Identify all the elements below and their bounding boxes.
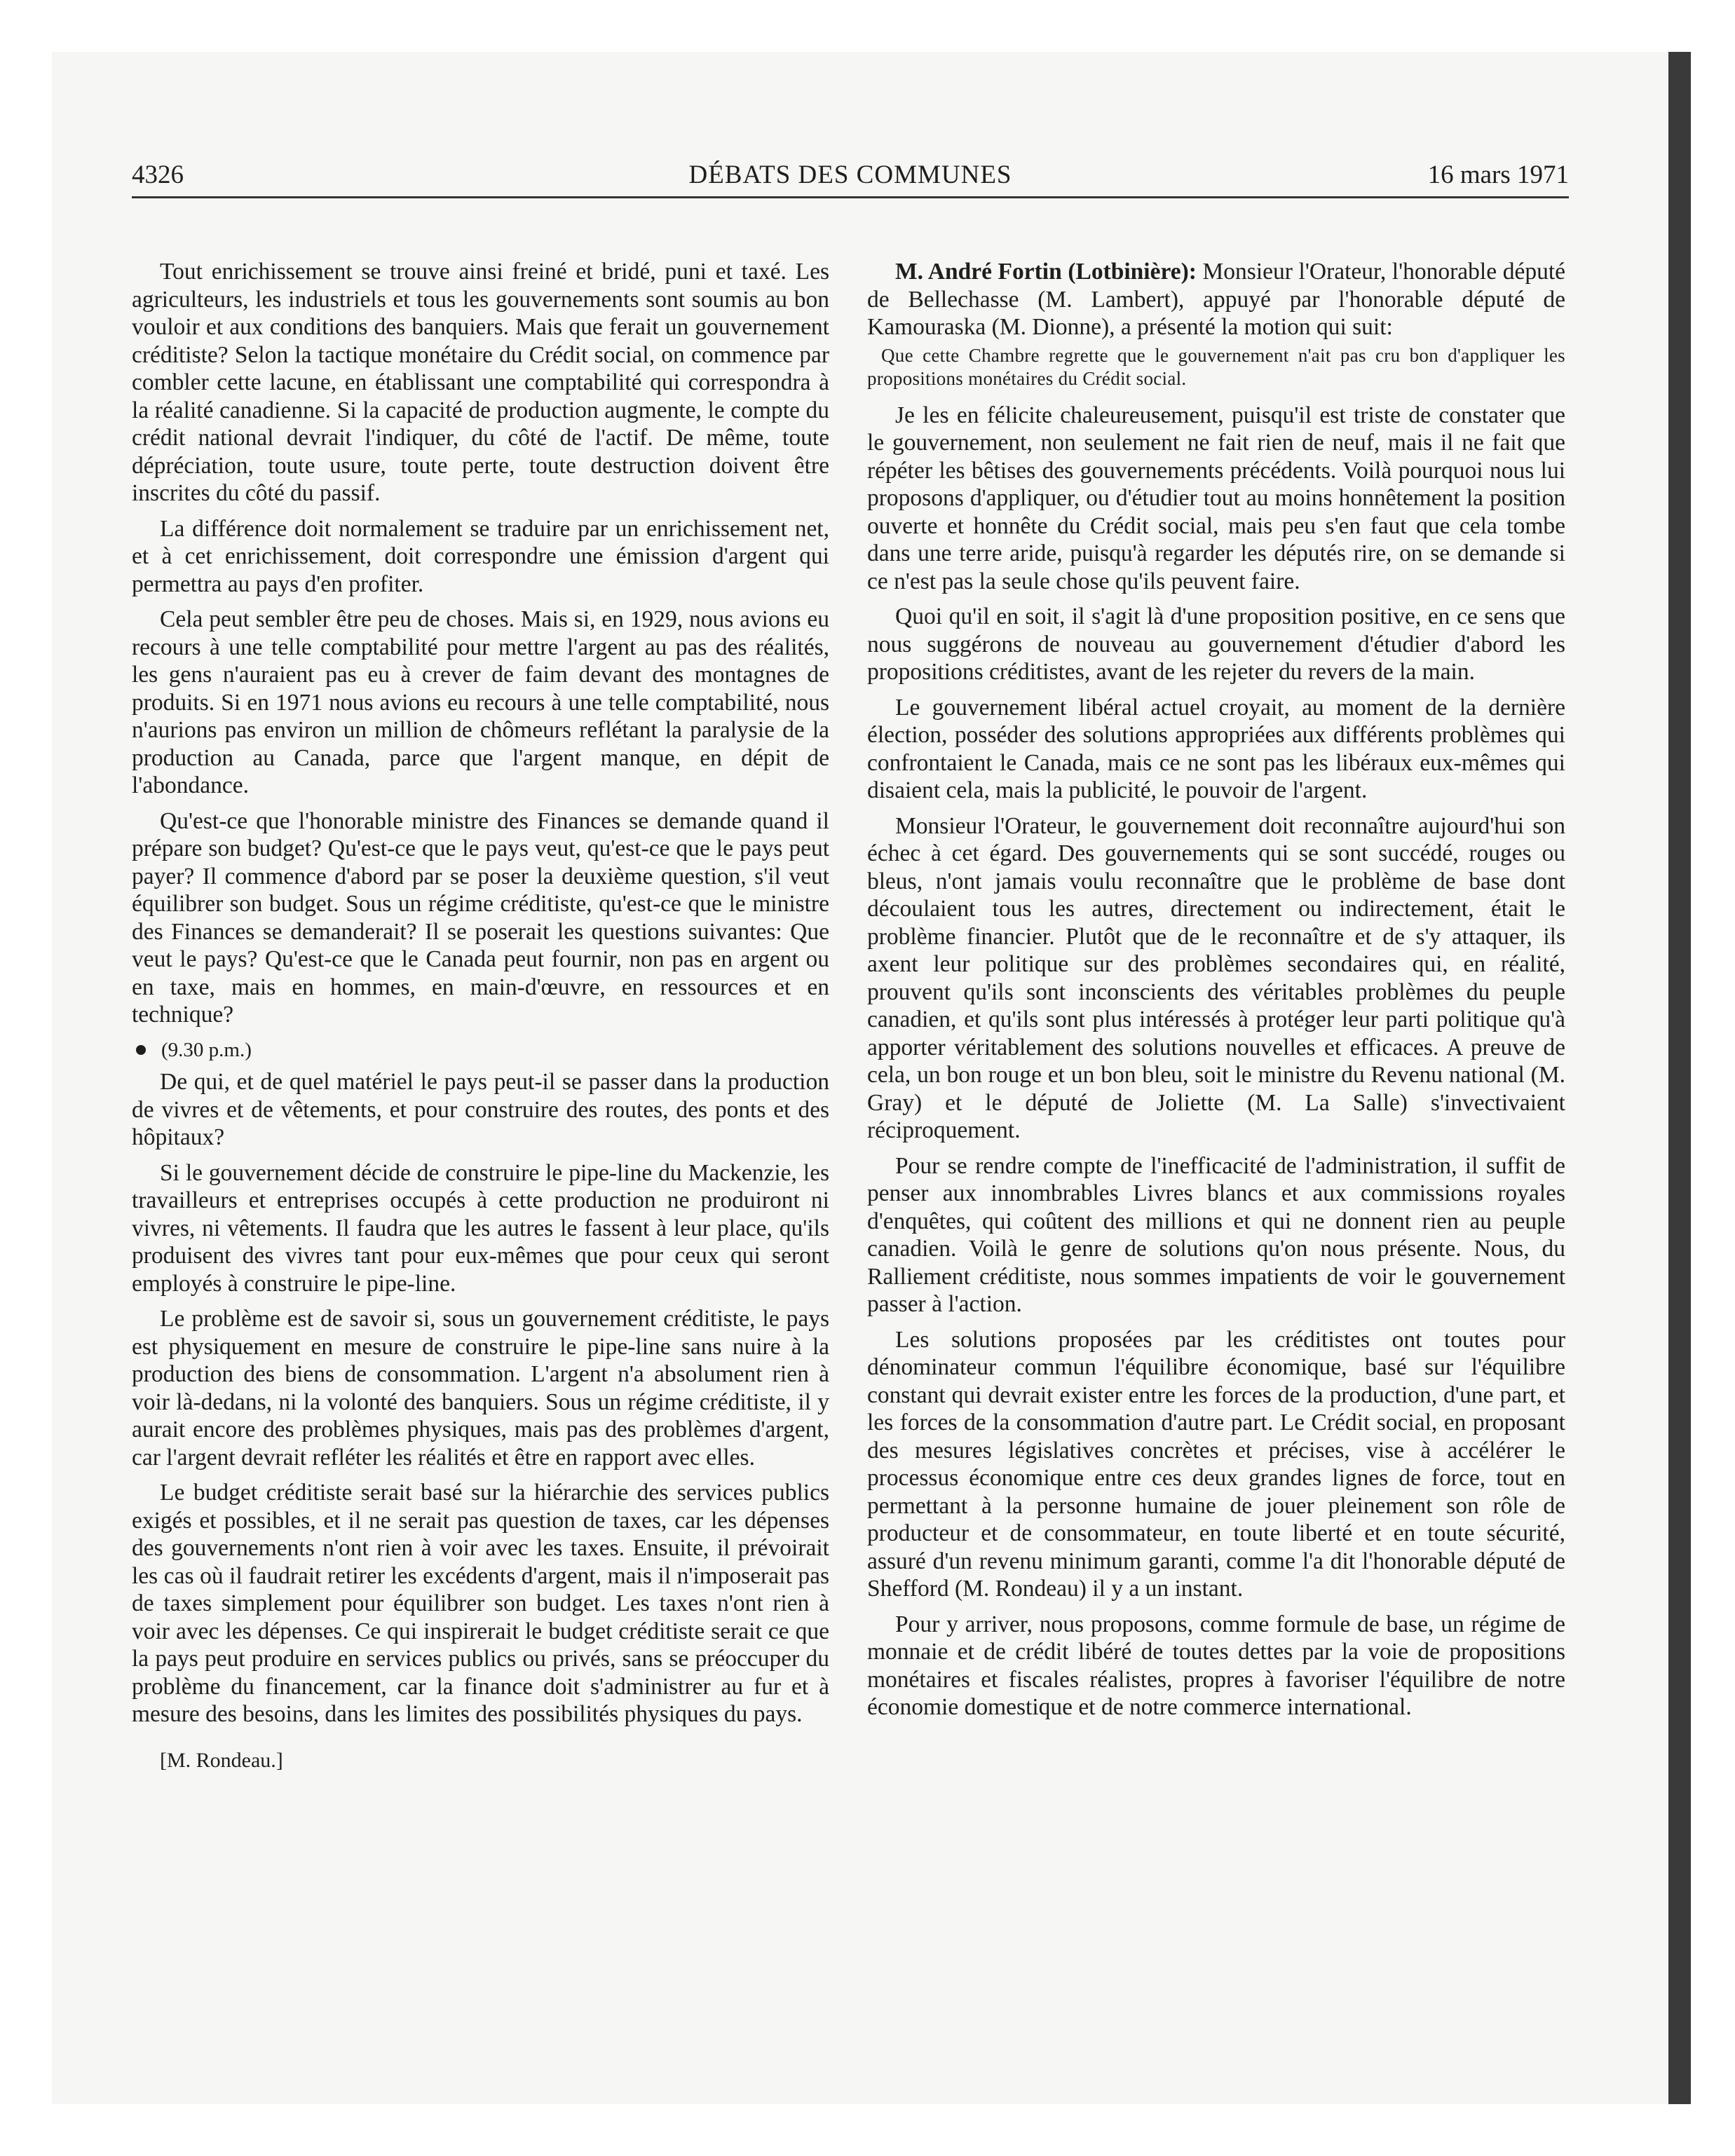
page-number: 4326 xyxy=(132,161,184,189)
bullet-icon xyxy=(136,1045,146,1055)
page-header xyxy=(132,160,1569,198)
speaker-tag: [M. Rondeau.] xyxy=(160,1748,283,1772)
speech-intro xyxy=(867,258,1565,341)
paragraph: Le problème est de savoir si, sous un gouvernement créditiste, le pays est physiquement en mesure de construire le pipe-line sans nuire à la production des biens de consommation. L'argent n'a absolument rien à voir là-dedans, ni la volonté des banquiers. Sous un régime créditiste, il y aurait encore des problèmes physiques, mais pas des problèmes d'argent, car l'argent devrait refléter les réalités et être en rapport avec elles. xyxy=(132,1306,829,1471)
right-column xyxy=(867,258,1565,1729)
paragraph: Quoi qu'il en soit, il s'agit là d'une proposition positive, en ce sens que nous suggérons de nouveau au gouvernement d'étudier d'abord les propositions créditistes, avant de les rejeter du revers de la main. xyxy=(867,603,1565,685)
speaker-name: M. André Fortin (Lotbinière): xyxy=(895,259,1197,285)
paragraph: Le budget créditiste serait basé sur la hiérarchie des services publics exigés et possibles, et il ne serait pas question de taxes, car les dépenses des gouvernements n'ont rien à voir avec les taxes. Ensuite, il prévoirait les cas où il faudrait retirer les excédents d'argent, mais il n'imposerait pas de taxes simplement pour équilibrer son budget. Les taxes n'ont rien à voir avec les dépenses. Ce qui inspirerait le budget créditiste serait ce que la pays peut produire en services publics ou privés, sans se préoccuper du problème du financement, car la finance doit s'administrer au fur et à mesure des besoins, dans les limites des possibilités physiques du pays. xyxy=(132,1480,829,1727)
paragraph: Si le gouvernement décide de construire le pipe-line du Mackenzie, les travailleurs et entreprises occupés à cette production ne produiront ni vivres, ni vêtements. Il faudra que les autres le fassent à leur place, qu'ils produisent des vivres tant pour eux-mêmes que pour ceux qui seront employés à construire le pipe-line. xyxy=(132,1159,829,1297)
motion-text: Que cette Chambre regrette que le gouvernement n'ait pas cru bon d'appliquer les propositions monétaires du Crédit social. xyxy=(867,344,1565,389)
paragraph: Le gouvernement libéral actuel croyait, au moment de la dernière élection, posséder des solutions appropriées aux différents problèmes qui confrontaient le Canada, mais ce ne sont pas les libéraux eux-mêmes qui disaient cela, mais la publicité, le pouvoir de l'argent. xyxy=(867,694,1565,803)
paragraph: Tout enrichissement se trouve ainsi freiné et bridé, puni et taxé. Les agriculteurs, les industriels et tous les gouvernements sont soumis au bon vouloir et aux conditions des banquiers. Mais que ferait un gouvernement créditiste? Selon la tactique monétaire du Crédit social, on commence par combler cette lacune, en établissant une comptabilité qui correspondra à la réalité canadienne. Si la capacité de production augmente, le compte du crédit national devrait l'indiquer, du côté de l'actif. De même, toute dépréciation, toute usure, toute perte, toute destruction doivent être inscrites du côté du passif. xyxy=(132,259,829,506)
time-marker-text: (9.30 p.m.) xyxy=(161,1038,252,1061)
journal-title: DÉBATS DES COMMUNES xyxy=(688,161,1012,189)
paragraph: De qui, et de quel matériel le pays peut-il se passer dans la production de vivres et de vêtements, et pour construire des routes, des ponts et des hôpitaux? xyxy=(132,1069,829,1150)
paragraph: Qu'est-ce que l'honorable ministre des Finances se demande quand il prépare son budget? Qu'est-ce que le pays veut, qu'est-ce que le pays peut payer? Il commence d'abord par se poser la deuxième question, s'il veut équilibrer son budget. Sous un régime créditiste, qu'est-ce que le ministre des Finances se demanderait? Il se poserait les questions suivantes: Que veut le pays? Qu'est-ce que le Canada peut fournir, non pas en argent ou en taxe, mais en hommes, en main-d'œuvre, en ressources et en technique? xyxy=(132,807,829,1028)
paragraph: Je les en félicite chaleureusement, puisqu'il est triste de constater que le gouvernement, non seulement ne fait rien de neuf, mais il ne fait que répéter les bêtises des gouvernements précédents. Voilà pourquoi nous lui proposons d'appliquer, ou d'étudier tout au moins honnêtement la position ouverte et honnête du Crédit social, mais peu s'en faut que cela tombe dans une terre aride, puisqu'à regarder les députés rire, on se demande si ce n'est pas la seule chose qu'ils peuvent faire. xyxy=(867,402,1565,594)
paragraph: Cela peut sembler être peu de choses. Mais si, en 1929, nous avions eu recours à une telle comptabilité pour mettre l'argent au pas des réalités, les gens n'auraient pas eu à crever de faim devant des montagnes de produits. Si en 1971 nous avions eu recours à une telle comptabilité, nous n'aurions pas environ un million de chômeurs reflétant la paralysie de la production au Canada, parce que l'argent manque, en dépit de l'abondance. xyxy=(132,606,829,798)
session-date: 16 mars 1971 xyxy=(1427,161,1569,189)
paragraph: Les solutions proposées par les créditistes ont toutes pour dénominateur commun l'équilibre économique, basé sur l'équilibre constant qui devrait exister entre les forces de la production, d'une part, et les forces de la consommation d'autre part. Le Crédit social, en proposant des mesures législatives concrètes et précises, vise à accélérer le processus économique entre ces deux grandes lignes de force, tout en permettant à la personne humaine de jouer pleinement son rôle de producteur et de consommateur, en toute liberté et en toute sécurité, assuré d'un revenu minimum garanti, comme l'a dit l'honorable député de Shefford (M. Rondeau) il y a un instant. xyxy=(867,1326,1565,1602)
time-marker xyxy=(132,1037,829,1065)
scan-edge xyxy=(1668,52,1691,2104)
intro-text: Monsieur l'Orateur, l'honorable député de Bellechasse (M. Lambert), appuyé par l'honorable député de Kamouraska (M. Dionne), a présenté la motion qui suit: xyxy=(867,259,1565,340)
paragraph: Pour se rendre compte de l'inefficacité de l'administration, il suffit de penser aux innombrables Livres blancs et aux commissions royales d'enquêtes, qui coûtent des millions et qui ne donnent rien au peuple canadien. Voilà le genre de solutions qu'on nous présente. Nous, du Ralliement créditiste, nous sommes impatients de voir le gouvernement passer à l'action. xyxy=(867,1152,1565,1317)
left-column xyxy=(132,258,829,1774)
paragraph: Monsieur l'Orateur, le gouvernement doit reconnaître aujourd'hui son échec à cet égard. Des gouvernements qui se sont succédé, rouges ou bleus, n'ont jamais voulu reconnaître que le problème de base dont découlaient tous les autres, directement ou indirectement, était le problème financier. Plutôt que de le reconnaître et de s'y attaquer, ils axent leur politique sur des problèmes secondaires qui, en réalité, prouvent qu'ils sont inconscients des véritables problèmes du peuple canadien, et qu'ils sont plus intéressés à protéger leur parti politique qu'à apporter véritablement des solutions nouvelles et efficaces. A preuve de cela, un bon rouge et un bon bleu, soit le ministre du Revenu national (M. Gray) et le député de Joliette (M. La Salle) s'invectivaient réciproquement. xyxy=(867,812,1565,1143)
paragraph: La différence doit normalement se traduire par un enrichissement net, et à cet enrichissement, doit correspondre une émission d'argent qui permettra au pays d'en profiter. xyxy=(132,515,829,597)
paragraph: Pour y arriver, nous proposons, comme formule de base, un régime de monnaie et de crédit libéré de toutes dettes par la voie de propositions monétaires et fiscales réalistes, propres à favoriser l'équilibre de notre économie domestique et de notre commerce international. xyxy=(867,1611,1565,1720)
